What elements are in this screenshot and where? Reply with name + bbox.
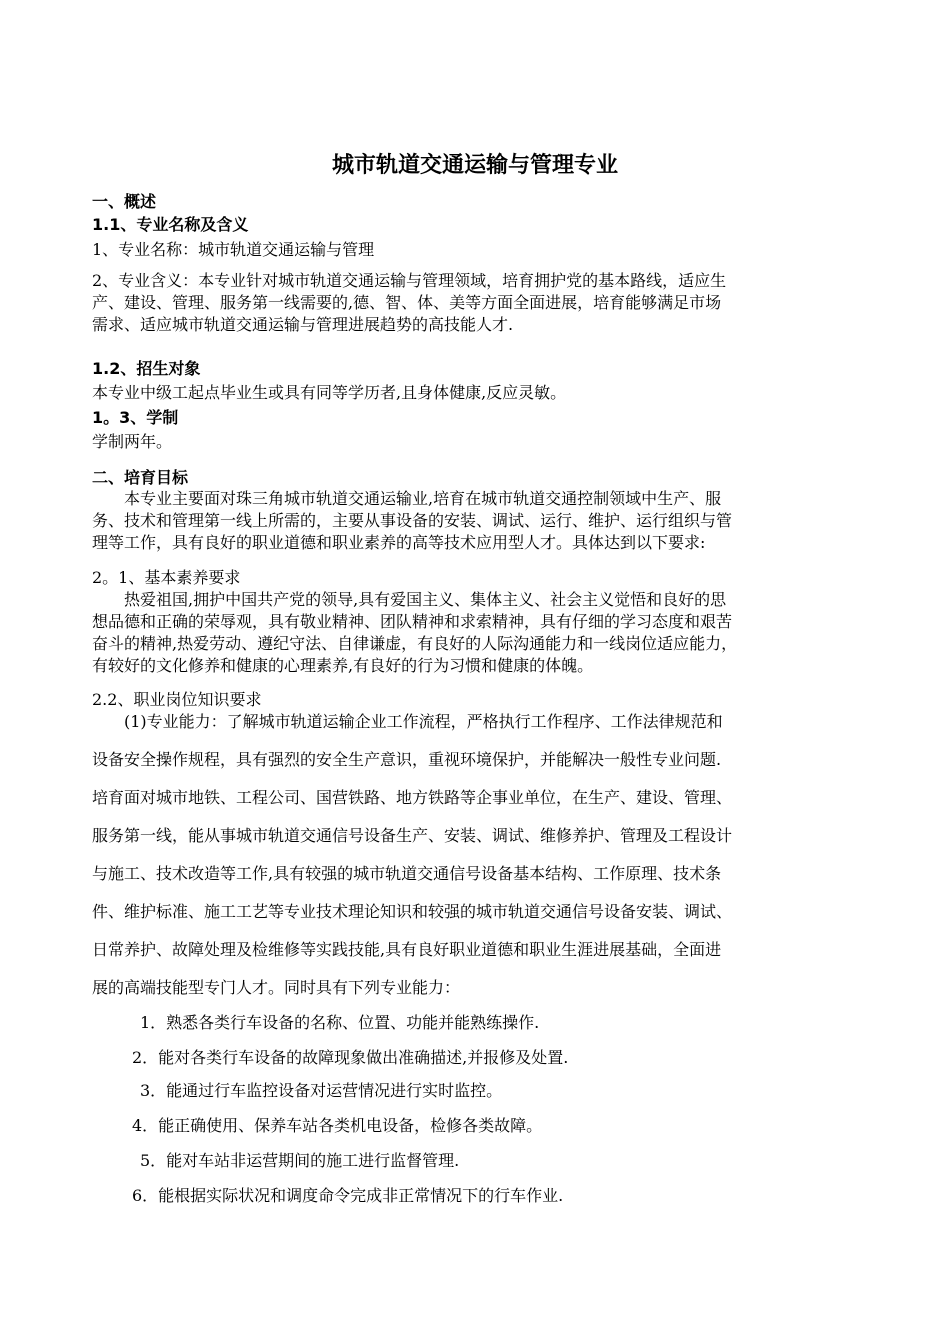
major-meaning-paragraph bbox=[92, 270, 862, 336]
text-line: 想品德和正确的荣辱观，具有敬业精神、团队精神和求索精神，具有仔细的学习态度和艰苦 bbox=[92, 612, 733, 631]
section-2-heading: 二、培育目标 bbox=[92, 468, 189, 487]
text-line: 务、技术和管理第一线上所需的，主要从事设备的安装、调试、运行、维护、运行组织与管 bbox=[92, 511, 733, 530]
text-line: 件、维护标准、施工工艺等专业技术理论知识和较强的城市轨道交通信号设备安装、调试、 bbox=[92, 902, 733, 921]
major-name-line: 1、专业名称：城市轨道交通运输与管理 bbox=[92, 240, 375, 259]
text-line: 产、建设、管理、服务第一线需要的,德、智、体、美等方面全面进展，培育能够满足市场 bbox=[92, 293, 722, 312]
ability-item: 5．能对车站非运营期间的施工进行监督管理. bbox=[140, 1151, 460, 1170]
basic-quality-paragraph bbox=[92, 589, 862, 677]
text-line: 理等工作，具有良好的职业道德和职业素养的高等技术应用型人才。具体达到以下要求: bbox=[92, 533, 706, 552]
text-line: 展的高端技能型专门人才。同时具有下列专业能力： bbox=[92, 978, 461, 997]
ability-item: 2．能对各类行车设备的故障现象做出准确描述,并报修及处置. bbox=[132, 1048, 569, 1067]
ability-item: 4．能正确使用、保养车站各类机电设备，检修各类故障。 bbox=[132, 1116, 543, 1135]
section-2-2-heading: 2.2、职业岗位知识要求 bbox=[92, 690, 262, 709]
text-line: 培育面对城市地铁、工程公司、国营铁路、地方铁路等企事业单位，在生产、建设、管理、 bbox=[92, 788, 733, 807]
text-line: 日常养护、故障处理及检维修等实践技能,具有良好职业道德和职业生涯进展基础，全面进 bbox=[92, 940, 722, 959]
training-goal-paragraph bbox=[92, 488, 862, 554]
text-line: 2、专业含义：本专业针对城市轨道交通运输与管理领域，培育拥护党的基本路线，适应生 bbox=[92, 271, 727, 290]
duration-text: 学制两年。 bbox=[92, 432, 173, 451]
enrollment-text: 本专业中级工起点毕业生或具有同等学历者,且身体健康,反应灵敏。 bbox=[92, 383, 567, 402]
text-line: 与施工、技术改造等工作,具有较强的城市轨道交通信号设备基本结构、工作原理、技术条 bbox=[92, 864, 722, 883]
section-1-heading: 一、概述 bbox=[92, 192, 157, 211]
ability-item: 6．能根据实际状况和调度命令完成非正常情况下的行车作业. bbox=[132, 1186, 564, 1205]
section-1-2-heading: 1.2、招生对象 bbox=[92, 359, 201, 378]
ability-item: 3．能通过行车监控设备对运营情况进行实时监控。 bbox=[140, 1081, 503, 1100]
text-line: 服务第一线，能从事城市轨道交通信号设备生产、安装、调试、维修养护、管理及工程设计 bbox=[92, 826, 733, 845]
ability-item: 1．熟悉各类行车设备的名称、位置、功能并能熟练操作. bbox=[140, 1013, 540, 1032]
text-line: 设备安全操作规程，具有强烈的安全生产意识，重视环境保护，并能解决一般性专业问题. bbox=[92, 750, 722, 769]
text-line: 本专业主要面对珠三角城市轨道交通运输业,培育在城市轨道交通控制领域中生产、服 bbox=[92, 489, 722, 508]
section-2-1-heading: 2。1、基本素养要求 bbox=[92, 568, 241, 587]
text-line: 热爱祖国,拥护中国共产党的领导,具有爱国主义、集体主义、社会主义觉悟和良好的思 bbox=[92, 590, 727, 609]
document-title: 城市轨道交通运输与管理专业 bbox=[331, 153, 618, 178]
section-1-1-heading: 1.1、专业名称及含义 bbox=[92, 215, 249, 234]
section-1-3-heading: 1。3、学制 bbox=[92, 408, 179, 427]
text-line: 有较好的文化修养和健康的心理素养,有良好的行为习惯和健康的体魄。 bbox=[92, 656, 594, 675]
text-line: (1)专业能力：了解城市轨道运输企业工作流程，严格执行工作程序、工作法律规范和 bbox=[92, 712, 723, 731]
professional-ability-paragraph bbox=[92, 703, 862, 1007]
text-line: 奋斗的精神,热爱劳动、遵纪守法、自律谦虚，有良好的人际沟通能力和一线岗位适应能力， bbox=[92, 634, 738, 653]
text-line: 需求、适应城市轨道交通运输与管理进展趋势的高技能人才. bbox=[92, 315, 514, 334]
